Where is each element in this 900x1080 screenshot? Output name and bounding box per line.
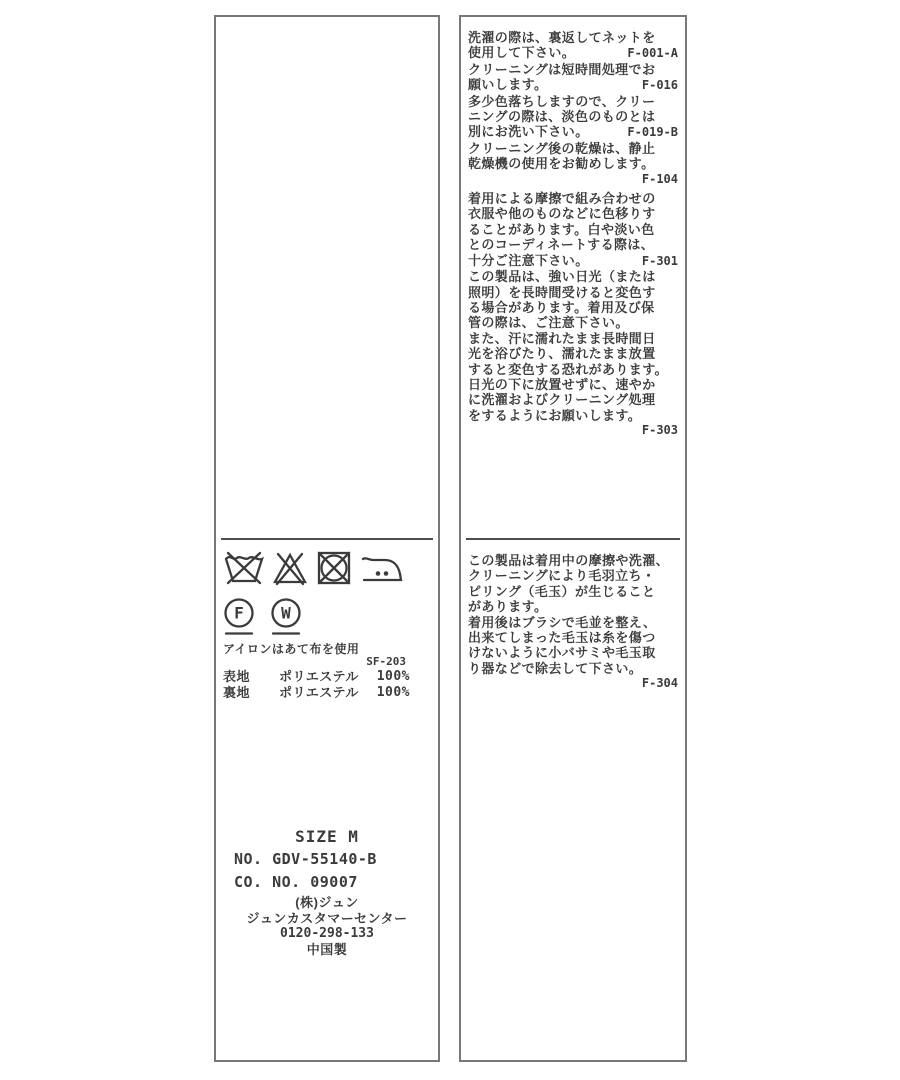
care-text-line: ることがあります。白や淡い色 bbox=[468, 221, 655, 237]
care-text-line: 照明）を長時間受けると変色す bbox=[468, 284, 656, 300]
care-text-line: 着用による摩擦で組み合わせの bbox=[468, 191, 656, 207]
care-paragraph bbox=[468, 30, 678, 187]
phone-number: 0120-298-133 bbox=[280, 926, 374, 941]
care-text-line bbox=[468, 676, 678, 691]
country-of-origin: 中国製 bbox=[306, 941, 348, 957]
care-text-line bbox=[468, 423, 678, 438]
care-symbols-row bbox=[222, 550, 403, 586]
do-not-bleach-icon bbox=[273, 550, 307, 586]
care-text-line: この製品は着用中の摩擦や洗濯、 bbox=[468, 553, 670, 568]
customer-center: ジュンカスタマーセンター bbox=[246, 910, 408, 926]
dry-clean-letter: F bbox=[234, 603, 244, 623]
care-text-line: 衣服や他のものなどに色移りす bbox=[468, 206, 656, 222]
care-text-line: クリーニングは短時間処理でお bbox=[468, 61, 656, 77]
company-name: (株)ジュン bbox=[295, 895, 359, 910]
care-text-line: けないように小バサミや毛玉取 bbox=[468, 645, 656, 661]
care-text-line: をするようにお願いします。 bbox=[468, 407, 642, 423]
care-text-line: 光を浴びたり、濡れたまま放置 bbox=[468, 346, 656, 362]
do-not-tumble-dry-icon bbox=[314, 550, 354, 586]
professional-care-row bbox=[222, 597, 303, 637]
fabric-material: ポリエステル bbox=[279, 684, 359, 700]
care-text-line: ピリング（毛玉）が生じること bbox=[468, 583, 656, 599]
fabric-part-label: 裏地 bbox=[223, 684, 251, 700]
care-text-line: に洗濯およびクリーニング処理 bbox=[468, 392, 656, 408]
care-label-left-panel bbox=[214, 15, 440, 1062]
care-code-ref: F-016 bbox=[641, 78, 678, 93]
care-text-line: があります。 bbox=[468, 599, 548, 615]
care-text-line: 日光の下に放置せずに、速やか bbox=[468, 376, 656, 392]
wet-clean-w-gentle-icon bbox=[269, 597, 303, 637]
care-text-line: 願いします。 F-016 bbox=[468, 77, 678, 93]
care-text-line: クリーニング後の乾燥は、静止 bbox=[468, 140, 656, 156]
care-code-ref: F-303 bbox=[641, 423, 678, 438]
pilling-notice-block bbox=[468, 553, 678, 692]
manufacturer-info bbox=[216, 895, 438, 957]
item-number: NO. GDV-55140-B bbox=[234, 850, 377, 868]
fabric-material: ポリエステル bbox=[279, 669, 359, 684]
company-number: CO. NO. 09007 bbox=[234, 873, 358, 891]
fabric-percent: 100% bbox=[376, 684, 410, 700]
iron-note: アイロンはあて布を使用 bbox=[223, 642, 360, 656]
care-code-ref: F-304 bbox=[641, 676, 678, 691]
composition-table bbox=[223, 669, 410, 700]
care-text-line: 洗濯の際は、裏返してネットを bbox=[468, 30, 656, 45]
composition-row bbox=[223, 685, 410, 701]
do-not-wash-icon bbox=[222, 550, 266, 586]
care-text-line: 十分ご注意下さい。 F-301 bbox=[468, 252, 678, 268]
care-text-line: 多少色落ちしますので、クリー bbox=[468, 93, 656, 109]
care-label-right-panel bbox=[459, 15, 687, 1062]
care-paragraph bbox=[468, 553, 678, 692]
composition-row bbox=[223, 669, 410, 685]
care-text-line: すると変色する恐れがあります。 bbox=[468, 361, 668, 377]
care-code-ref: F-104 bbox=[641, 171, 678, 186]
fabric-percent: 100% bbox=[376, 669, 410, 684]
care-text-line: ニングの際は、淡色のものとは bbox=[468, 109, 656, 125]
care-text-line: クリーニングにより毛羽立ち・ bbox=[468, 568, 656, 584]
dry-clean-f-gentle-icon bbox=[222, 597, 256, 637]
care-text-line: り器などで除去して下さい。 bbox=[468, 660, 643, 676]
care-text-line bbox=[468, 172, 678, 187]
care-text-line: 乾燥機の使用をお勧めします。 bbox=[468, 156, 655, 172]
care-text-line: 使用して下さい。 F-001-A bbox=[468, 45, 678, 61]
care-code: SF-203 bbox=[366, 655, 406, 668]
left-panel-divider bbox=[221, 538, 433, 540]
care-text-line: また、汗に濡れたまま長時間日 bbox=[468, 330, 656, 346]
care-text-line: 管の際は、ご注意下さい。 bbox=[468, 315, 629, 331]
care-text-line: 別にお洗い下さい。 F-019-B bbox=[468, 124, 678, 140]
care-text-line: 出来てしまった毛玉は糸を傷つ bbox=[468, 630, 656, 646]
wet-clean-letter: W bbox=[281, 603, 291, 623]
care-instructions-block bbox=[468, 30, 678, 439]
care-text-line: 着用後はブラシで毛並を整え、 bbox=[468, 614, 657, 630]
size-label: SIZE M bbox=[295, 827, 359, 846]
care-text-line: とのコーディネートする際は、 bbox=[468, 237, 655, 253]
care-text-line: この製品は、強い日光（または bbox=[468, 269, 656, 285]
care-code-ref: F-001-A bbox=[627, 46, 678, 61]
fabric-part-label: 表地 bbox=[223, 669, 251, 684]
care-code-ref: F-301 bbox=[641, 253, 678, 268]
care-paragraph bbox=[468, 191, 678, 439]
right-panel-divider bbox=[466, 538, 680, 540]
care-text-line: る場合があります。着用及び保 bbox=[468, 299, 655, 315]
iron-two-dots-icon bbox=[361, 552, 403, 586]
care-code-ref: F-019-B bbox=[627, 125, 678, 140]
